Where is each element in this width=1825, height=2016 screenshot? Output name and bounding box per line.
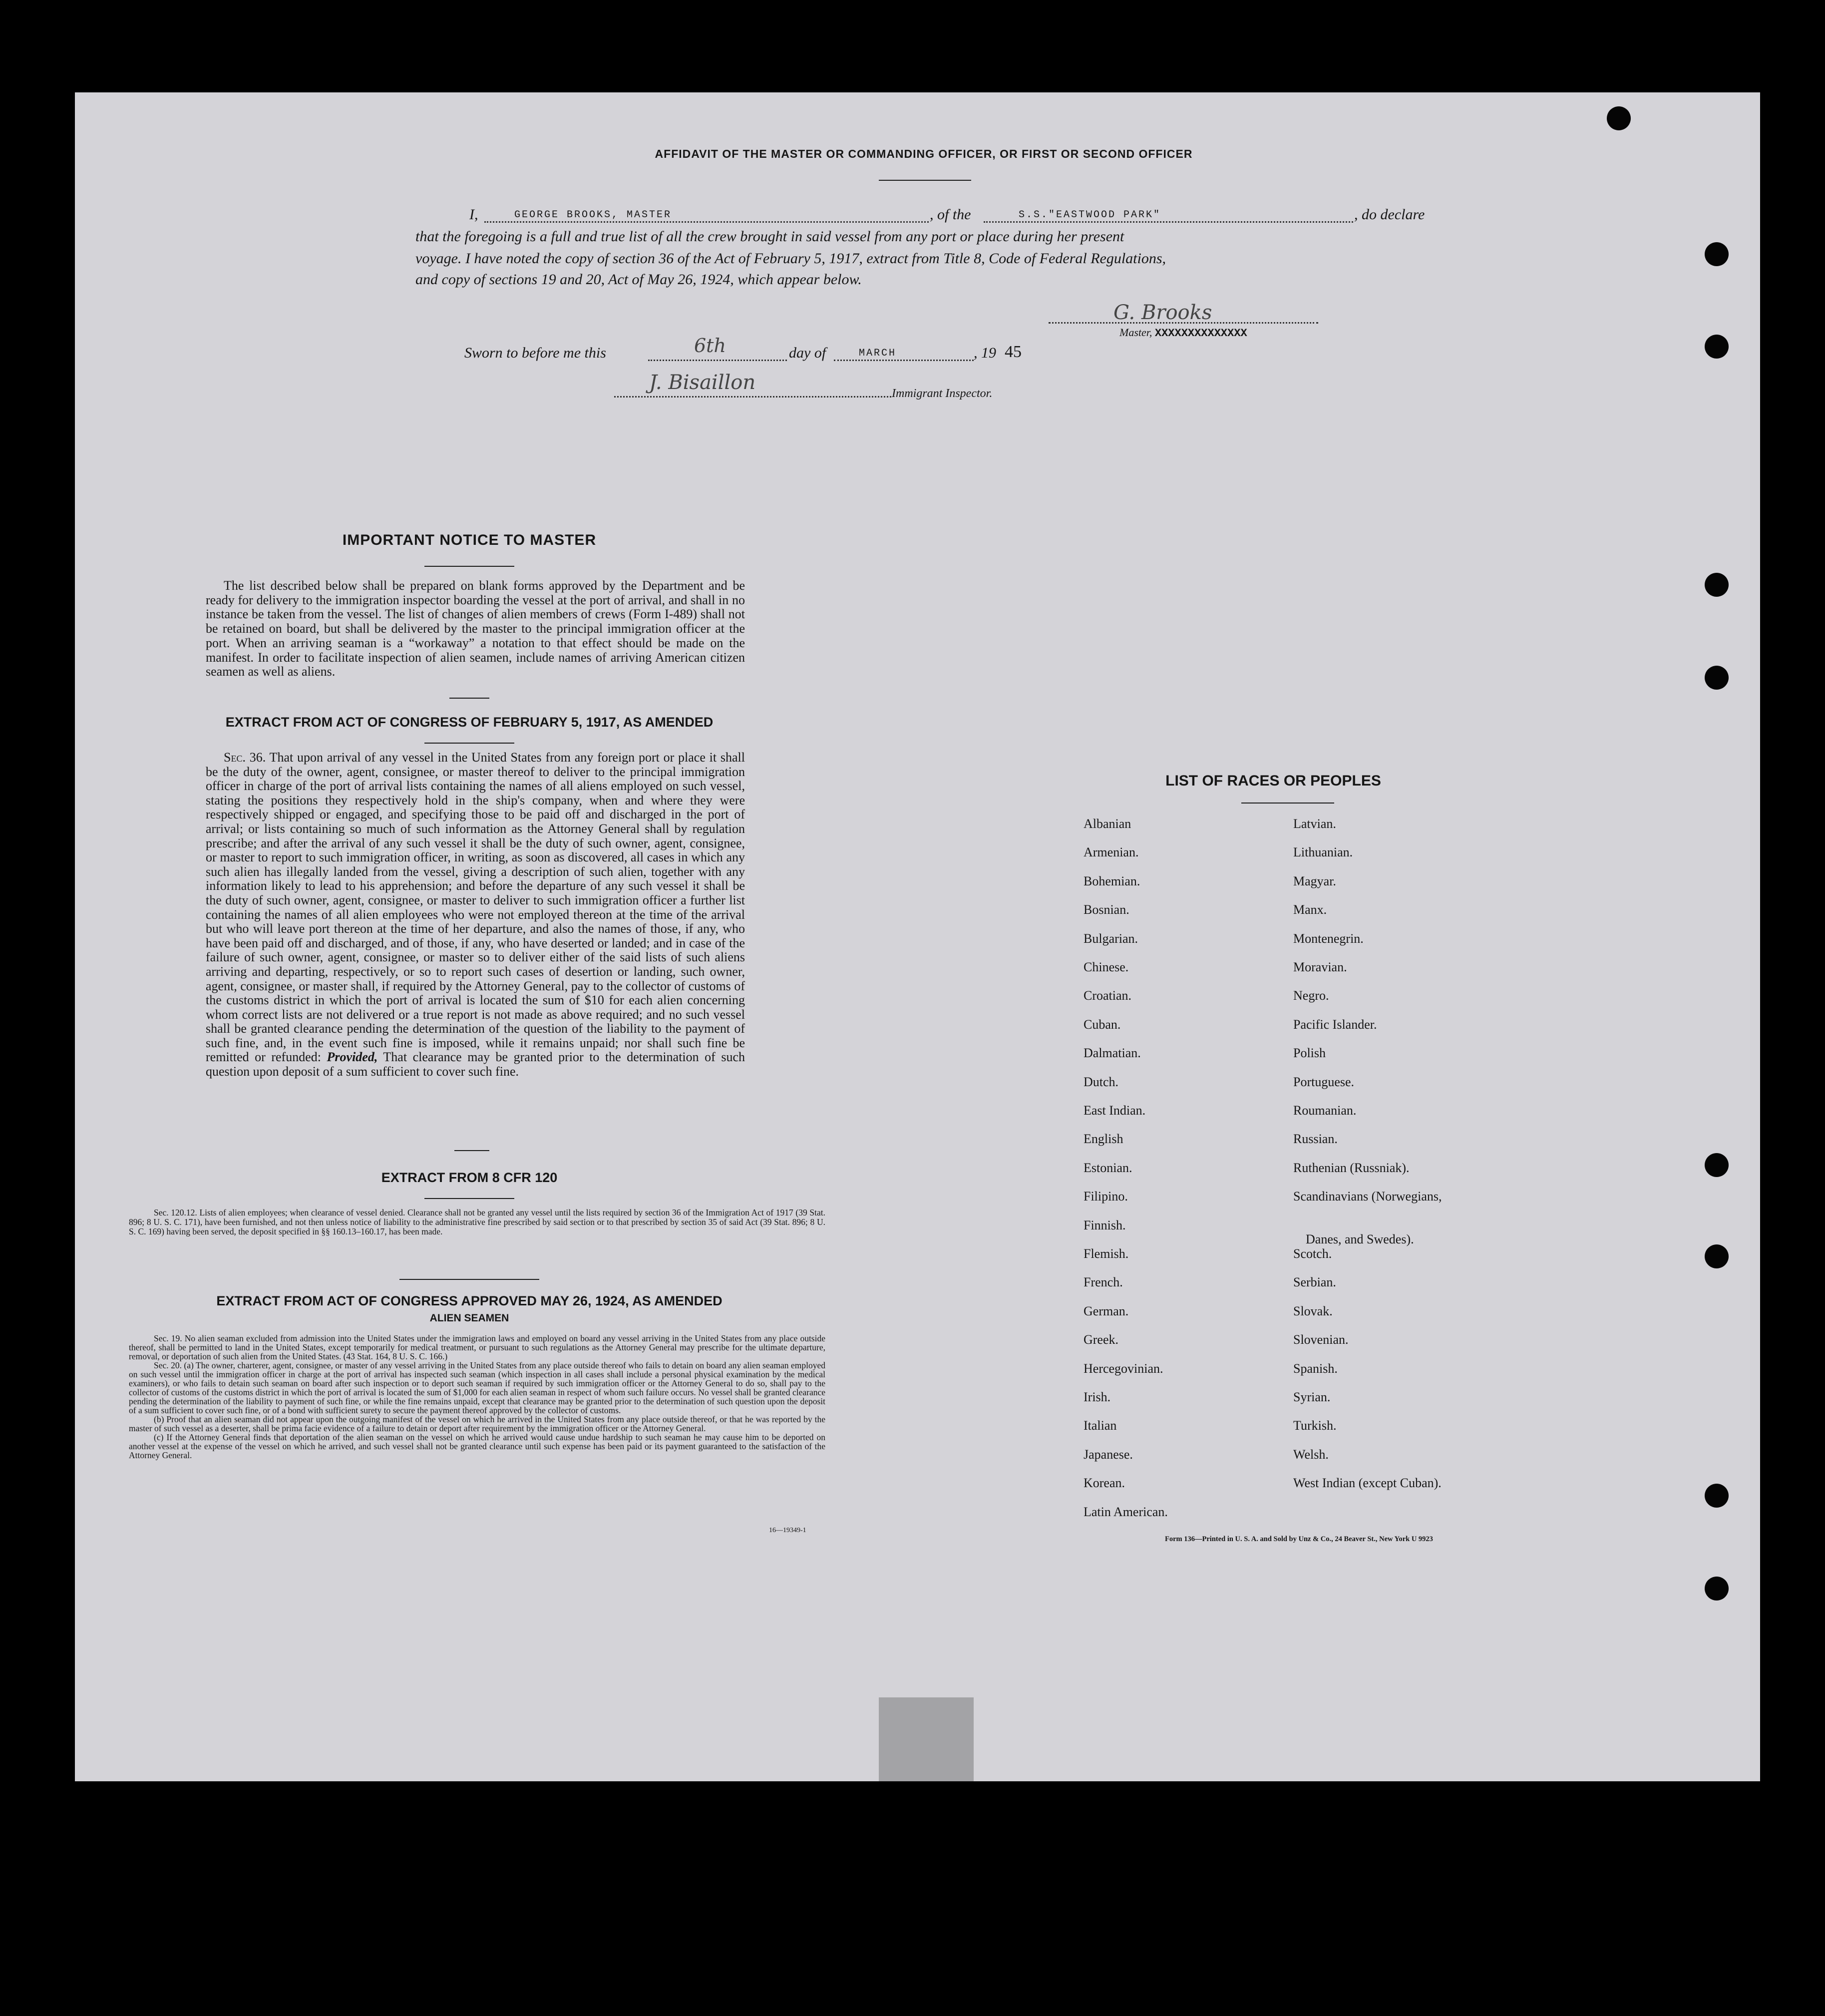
sworn-month: MARCH: [859, 348, 897, 359]
race-item: Scandinavians (Norwegians,: [1293, 1189, 1442, 1204]
vessel-field-line: [984, 221, 1353, 223]
race-item: Magyar.: [1293, 873, 1336, 888]
race-item: Bohemian.: [1084, 873, 1140, 888]
race-item: Russian.: [1293, 1132, 1338, 1147]
race-item: Japanese.: [1084, 1447, 1133, 1462]
inspector-signature-line: [614, 396, 891, 398]
race-item: Montenegrin.: [1293, 931, 1364, 946]
punch-hole: [1705, 666, 1729, 690]
race-item: German.: [1084, 1303, 1129, 1318]
notice-heading: IMPORTANT NOTICE TO MASTER: [342, 532, 597, 548]
race-item: Manx.: [1293, 902, 1327, 917]
notice-text: The list described below shall be prepared on blank forms approved by the Department and be ready for delivery to the immigration inspector boarding the vessel at the port of arrival, and shall in no instance be taken from the vessel. The list of changes of alien members of crews (Form I-489) shall not be retained on board, but shall be delivered by the master to the principal immigration officer at the port. When an arriving seaman is a “workaway” a notation to that effect should be made on the manifest. In order to facilitate inspection of alien seamen, include names of arriving American citizen seamen as well as aliens.: [206, 578, 745, 679]
race-item: Moravian.: [1293, 960, 1347, 974]
affidavit-line2: that the foregoing is a full and true list of all the crew brought in said vessel from any port or place during her present: [415, 228, 1124, 245]
sworn-month-line: [834, 360, 974, 361]
affidavit-heading: AFFIDAVIT OF THE MASTER OR COMMANDING OFFICER, OR FIRST OR SECOND OFFICER: [655, 147, 1193, 160]
race-item: Armenian.: [1084, 845, 1139, 860]
race-item: Serbian.: [1293, 1275, 1336, 1290]
sec-36-label: Sec. 36.: [224, 750, 266, 765]
race-item: West Indian (except Cuban).: [1293, 1476, 1442, 1491]
race-item: Polish: [1293, 1046, 1326, 1061]
race-item: Croatian.: [1084, 988, 1132, 1003]
affidavit-line1: [469, 206, 1448, 226]
race-item: Welsh.: [1293, 1447, 1329, 1462]
affidavit-line4: and copy of sections 19 and 20, Act of May 26, 1924, which appear below.: [415, 271, 862, 288]
day-of-label: day of: [789, 345, 826, 361]
race-item: Bosnian.: [1084, 902, 1129, 917]
race-item: Greek.: [1084, 1332, 1119, 1347]
race-item: Flemish.: [1084, 1246, 1129, 1261]
notice-rule: [424, 566, 514, 567]
race-item: Lithuanian.: [1293, 845, 1353, 860]
alien-seamen-subheading: ALIEN SEAMEN: [429, 1312, 509, 1324]
race-item: Estonian.: [1084, 1160, 1132, 1175]
race-item: Ruthenian (Russniak).: [1293, 1160, 1410, 1175]
form-code: 16—19349-1: [769, 1527, 806, 1534]
affidavit-i: I,: [469, 206, 478, 223]
master-signature-line: [1049, 322, 1318, 324]
inspector-signature: J. Bisaillon: [649, 371, 756, 394]
race-item: Cuban.: [1084, 1017, 1121, 1032]
affidavit-do-declare: , do declare: [1354, 206, 1425, 223]
cfr-end-rule: [399, 1279, 539, 1280]
master-caption: [1119, 326, 1247, 340]
race-item: Latvian.: [1293, 816, 1336, 831]
extract-1917-rule: [424, 743, 514, 744]
race-item: East Indian.: [1084, 1103, 1146, 1118]
race-item: Latin American.: [1084, 1504, 1168, 1519]
proviso-text: That clearance may be granted prior to the determination of such question upon deposit of a sum sufficient to cover such fine.: [206, 1050, 745, 1079]
punch-hole: [1705, 1244, 1729, 1268]
name-field-line: [484, 221, 929, 223]
race-item: Slovenian.: [1293, 1332, 1349, 1347]
race-item: Chinese.: [1084, 960, 1129, 974]
race-item: Albanian: [1084, 816, 1131, 831]
race-item: Roumanian.: [1293, 1103, 1357, 1118]
affidavit-line3: voyage. I have noted the copy of section 36 of the Act of February 5, 1917, extract from Title 8, Code of Federal Regulations,: [415, 250, 1166, 267]
race-item: Dutch.: [1084, 1074, 1119, 1089]
sec-20b-text: (b) Proof that an alien seaman did not appear upon the outgoing manifest of the vessel on which he arrived in the United States from any place outside thereof, or that he was reported by the master of such vessel as a deserter, shall be prima facie evidence of a failure to detain or deport after requirement by the immigration officer or the Attorney General.: [129, 1414, 825, 1433]
vessel-name-field: S.S."EASTWOOD PARK": [1019, 209, 1161, 221]
race-item: Bulgarian.: [1084, 931, 1138, 946]
race-item: Spanish.: [1293, 1361, 1338, 1376]
sworn-year-prefix: , 19: [974, 345, 996, 361]
sworn-year: 45: [1005, 343, 1022, 361]
race-item: Scotch.: [1293, 1246, 1332, 1261]
punch-hole: [1705, 1577, 1729, 1601]
master-name-field: GEORGE BROOKS, MASTER: [514, 209, 672, 221]
extract-1924-heading: EXTRACT FROM ACT OF CONGRESS APPROVED MAY 26, 1924, AS AMENDED: [216, 1293, 723, 1308]
race-item: Irish.: [1084, 1390, 1111, 1404]
race-item: Danes, and Swedes).: [1306, 1231, 1414, 1246]
sworn-label: Sworn to before me this: [464, 345, 606, 361]
race-item: Dalmatian.: [1084, 1046, 1141, 1061]
race-item: Pacific Islander.: [1293, 1017, 1377, 1032]
sworn-day: 6th: [694, 335, 726, 357]
race-item: Finnish.: [1084, 1217, 1126, 1232]
punch-hole: [1607, 106, 1631, 130]
race-item: Italian: [1084, 1418, 1117, 1433]
sworn-line: [464, 335, 1163, 367]
punch-hole: [1705, 1484, 1729, 1508]
sec-20a-text: Sec. 20. (a) The owner, charterer, agent, consignee, or master of any vessel arriving in the United States from any place outside thereof who fails to detain on board any alien seaman employed on such vessel until the immigration officer in charge at the port of arrival has inspected such seaman (which inspection in all cases shall include a personal physical examination by the medical examiners), or who fails to detain such seaman on board after such inspection or to deport such seaman if required by such immigration officer or the Attorney General to do so, shall pay to the collector of customs of the customs district in which the port of arrival is located the sum of $1,000 for each alien seaman in respect of whom such failure occurs. No vessel shall be granted clearance pending the determination of the liability to payment of such fine, or while the fine remains unpaid, except that clearance may be granted prior to the determination of such question upon the deposit of a sum sufficient to cover such fine, or of a bond with sufficient surety to secure the payment thereof approved by the collector of customs.: [129, 1360, 825, 1415]
extract-1917-text: [206, 751, 745, 1079]
affidavit-of-the: , of the: [930, 206, 971, 223]
race-item: Hercegovinian.: [1084, 1361, 1163, 1376]
race-item: Slovak.: [1293, 1303, 1333, 1318]
race-item: English: [1084, 1132, 1123, 1147]
races-rule: [1241, 803, 1334, 804]
cfr-rule: [424, 1198, 514, 1199]
punch-hole: [1705, 335, 1729, 359]
paper-smudge: [879, 1697, 974, 1781]
race-item: Korean.: [1084, 1476, 1125, 1491]
race-item: Turkish.: [1293, 1418, 1337, 1433]
race-item: Filipino.: [1084, 1189, 1128, 1204]
race-item: Portuguese.: [1293, 1074, 1355, 1089]
inspector-caption: Immigrant Inspector.: [892, 387, 993, 400]
punch-hole: [1705, 573, 1729, 597]
sworn-day-line: [648, 360, 787, 361]
extract-1917-heading: EXTRACT FROM ACT OF CONGRESS OF FEBRUARY 5, 1917, AS AMENDED: [225, 715, 714, 730]
punch-hole: [1705, 242, 1729, 266]
sec-19-text: Sec. 19. No alien seaman excluded from admission into the United States under the immigration laws and employed on board any vessel arriving in the United States from any place outside thereof, shall be permitted to land in the United States, except temporarily for medical treatment, or pursuant to such regulations as the Attorney General may prescribe for the ultimate departure, removal, or deportation of such alien from the United States. (43 Stat. 164, 8 U. S. C. 166.): [129, 1333, 825, 1361]
printer-note: Form 136—Printed in U. S. A. and Sold by Unz & Co., 24 Beaver St., New York U 9923: [1165, 1535, 1433, 1543]
proviso-label: Provided,: [327, 1050, 378, 1065]
notice-end-rule: [449, 698, 489, 699]
master-signature: G. Brooks: [1113, 301, 1212, 324]
master-caption-label: Master,: [1119, 326, 1152, 339]
sec-36-body: That upon arrival of any vessel in the United States from any foreign port or place it shall be the duty of the owner, agent, consignee, or master thereof to deliver to the principal immigration officer in charge of the port of arrival lists containing the names of all aliens employed on such vessel, stating the positions they respectively hold in the ship's company, when and where they were respectively shipped or engaged, and specifying those to be paid off and discharged in the port of arrival; or lists containing so much of such information as the Attorney General shall by regulation prescribe; and after the arrival of any such vessel it shall be the duty of such owner, agent, consignee, or master to report to such immigration officer, in writing, as soon as discovered, all cases in which any such alien has illegally landed from the vessel, giving a description of such alien, together with any information likely to lead to his apprehension; and before the departure of any such vessel it shall be the duty of such owner, agent, consignee, or master to deliver to such immigration officer a further list containing the names of all alien employees who were not employed thereon at the time of the arrival but who will leave port thereon at the time of her departure, and also the names of those, if any, who have been paid off and discharged, and of those, if any, who have deserted or landed; and in case of the failure of such owner, agent, consignee, or master so to deliver either of the said lists of such aliens arriving and departing, respectively, or so to report such cases of desertion or landing, such owner, agent, consignee, or master shall, if required by the Attorney General, pay to the collector of customs of the customs district in which the port of arrival is located the sum of $10 for each alien concerning whom correct lists are not delivered or a true report is not made as above required; and no such vessel shall be granted clearance pending the determination of the question of the liability to the payment of such fine, and, in the event such fine is imposed, while it remains unpaid; nor shall such fine be remitted or refunded:: [206, 750, 745, 1065]
sec-20c-text: (c) If the Attorney General finds that deportation of the alien seaman on the vessel on which he arrived would cause undue hardship to such seaman he may cause him to be deported on another vessel at the expense of the vessel on which he arrived, and such vessel shall not be granted clearance until such expense has been paid or its payment guaranteed to the satisfaction of the Attorney General.: [129, 1432, 825, 1460]
cfr-text: Sec. 120.12. Lists of alien employees; when clearance of vessel denied. Clearance shall not be granted any vessel until the lists required by section 36 of the Immigration Act of 1917 (39 Stat. 896; 8 U. S. C. 171), have been furnished, and not then unless notice of liability to the administrative fine prescribed by said section or to that prescribed by section 35 of said Act (39 Stat. 896; 8 U. S. C. 169) having been served, the deposit specified in §§ 160.13–160.17, has been made.: [129, 1208, 825, 1236]
punch-hole: [1705, 1153, 1729, 1177]
extract-1917-end-rule: [454, 1150, 489, 1151]
race-item: French.: [1084, 1275, 1123, 1290]
cfr-heading: EXTRACT FROM 8 CFR 120: [381, 1170, 558, 1185]
heading-rule: [879, 180, 971, 181]
master-caption-struck: XXXXXXXXXXXXXX: [1154, 327, 1247, 340]
extract-1924-text: [129, 1334, 825, 1460]
race-item: Syrian.: [1293, 1390, 1331, 1404]
race-item: Negro.: [1293, 988, 1329, 1003]
races-heading: LIST OF RACES OR PEOPLES: [1165, 773, 1381, 789]
form-sheet: [75, 92, 1760, 1781]
